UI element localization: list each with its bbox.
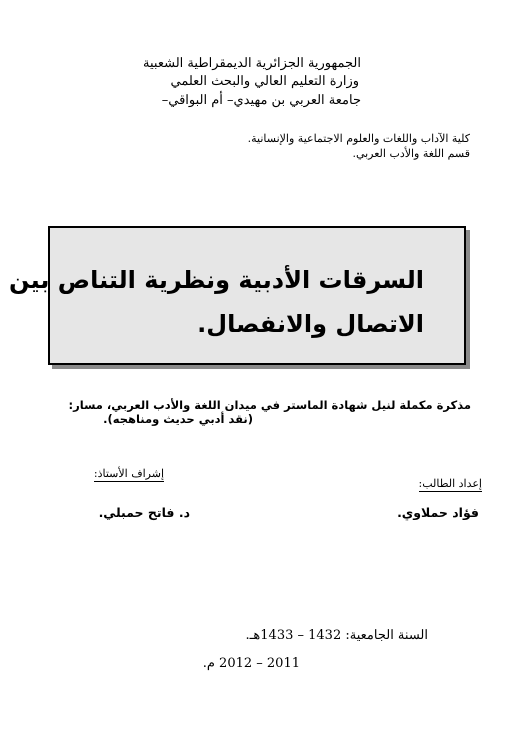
academic-year-gregorian: 2011 – 2012 م.	[202, 656, 300, 671]
faculty-name: كلية الآداب واللغات والعلوم الاجتماعية والإنسانية.	[247, 132, 470, 145]
supervisor-name: د. فاتح حمبلي.	[98, 505, 190, 520]
supervisor-label: إشراف الأستاذ:	[93, 467, 164, 480]
thesis-title-line-1: السرقات الأدبية ونظرية التناص بين	[9, 266, 424, 294]
thesis-title-box	[9, 226, 466, 365]
student-label: إعداد الطالب:	[418, 477, 482, 490]
republic-name: الجمهورية الجزائرية الديمقراطية الشعبية	[143, 56, 361, 71]
student-block	[419, 472, 483, 492]
memo-description: مذكرة مكملة لنيل شهادة الماستر في ميدان اللغة والأدب العربي، مسار:	[68, 398, 471, 412]
memo-track: (نقد أدبي حديث ومناهجه).	[103, 412, 253, 426]
academic-year-hijri: السنة الجامعية: 1432 – 1433هـ.	[245, 628, 428, 643]
university-name: جامعة العربي بن مهيدي– أم البواقي–	[161, 93, 361, 108]
thesis-title-line-2: الاتصال والانفصال.	[197, 310, 424, 338]
supervisor-block	[94, 462, 164, 482]
department-name: قسم اللغة والأدب العربي.	[352, 147, 470, 160]
ministry-name: وزارة التعليم العالي والبحث العلمي	[170, 74, 359, 89]
student-name: فؤاد حملاوي.	[397, 505, 479, 520]
